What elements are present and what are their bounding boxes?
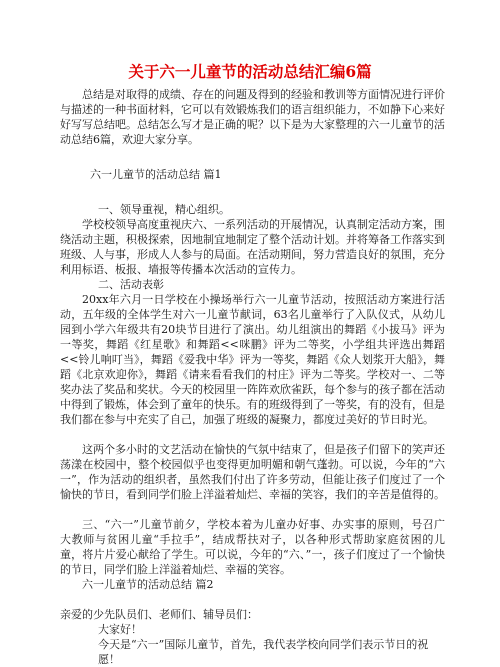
document-title: 关于六一儿童节的活动总结汇编6篇 [128,62,372,81]
intro-paragraph: 总结是对取得的成绩、存在的问题及得到的经验和教训等方面情况进行评价与描述的一种书面材料，它可以有效锻炼我们的语言组织能力，不如静下心来好好写写总结吧。总结怎么写才是正确的呢？以下是为大家整理的六一儿童节的活动总结6篇，欢迎大家分享。 [60,88,445,146]
section-1-paragraph-3: 这两个多小时的文艺活动在愉快的气氛中结束了，但是孩子们留下的笑声还荡漾在校园中，整个校园似乎也变得更加明媚和朝气蓬勃。可以说，今年的“六一”，作为活动的组织者，虽然我们付出了许多劳动，但能让孩子们度过了一个愉快的节日，看到同学们脸上洋溢着灿烂、幸福的笑容，我们的辛苦是值得的。 [60,443,445,501]
section-1-paragraph-2: 20xx年六月一日学校在小操场举行六一儿童节活动，按照活动方案进行活动，五年级的全体学生对六一儿童节献词，63名儿童举行了入队仪式，从幼儿园到小学六年级共有20块节目进行了演出。幼儿组演出的舞蹈《小拔马》评为一等奖，舞蹈《红星歌》和舞蹈<<咪鹏》评为二等奖，小学组共评选出舞蹈<<铃儿响叮当》，舞蹈《爱我中华》评为一等奖，舞蹈《众人划浆开大船》，舞蹈《北京欢迎你》，舞蹈《请来看看我们的村庄》评为二等奖。学校对一、二等奖办法了奖品和奖状。今天的校园里一阵阵欢欣雀跃，每个参与的孩子都在活动中得到了锻炼，体会到了童年的快乐。有的班级得到了一等奖，有的没有，但是我们都在参与中充实了自己，加强了班级的凝聚力，都度过美好的节日时光。 [60,293,445,426]
section-1-paragraph-1: 学校校领导高度重视庆六、一系列活动的开展情况，认真制定活动方案，围绕活动主题，积极探索，因地制宜地制定了整个活动计划。并将筹备工作落实到班级、人与事，形成人人参与的局面。在活动期间，努力营造良好的氛围，充分利用标语、板报、墙报等传播本次活动的宣传力。 [60,218,445,276]
document-body [60,87,445,667]
section-1-paragraph-4: 三、“六一”儿童节前夕，学校本着为儿童办好事、办实事的原则，号召广大教师与贫困儿童“手拉手”，结成帮扶对子，以各种形式帮助家庭贫困的儿童，将片片爱心献给了学生。可以说，今年的“六、”一，孩子们度过了一个愉快的节日，同学们脸上洋溢着灿烂、幸福的笑容。 [60,518,445,576]
section-1-subheading-2: 二、活动表彰 [98,278,164,291]
section-1-heading: 六一儿童节的活动总结 篇1 [90,168,222,181]
section-2-greeting: 大家好！ [98,623,142,636]
section-2-paragraph-1: 今天是“六一”国际儿童节，首先，我代表学校向同学们表示节日的祝愿！ [98,638,429,666]
section-1-subheading-1: 一、领导重视，精心组织。 [98,203,230,216]
section-2-heading: 六一儿童节的活动总结 篇2 [82,578,214,591]
section-2-salutation: 亲爱的少先队员们、老师们、辅导员们： [60,608,258,621]
